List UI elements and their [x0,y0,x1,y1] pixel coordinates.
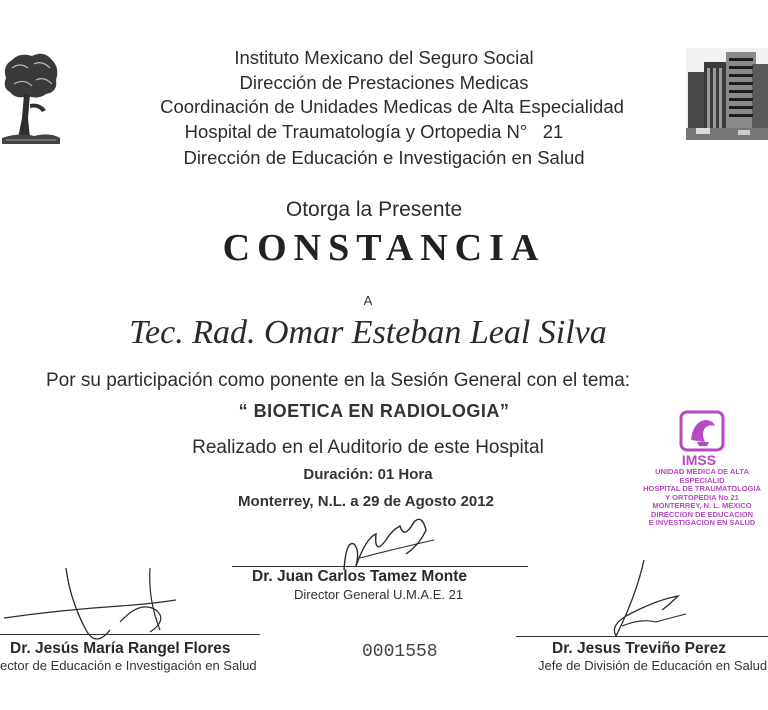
stamp-line: MONTERREY, N. L. MEXICO [652,501,752,510]
left-signature-line [0,634,260,635]
stamp-line: DIRECCION DE EDUCACION [650,509,754,519]
right-signatory-name: Dr. Jesus Treviño Perez [552,640,727,657]
left-signatory-name: Dr. Jesús María Rangel Flores [10,640,231,657]
venue-text: Realizado en el Auditorio de este Hospital [192,437,544,458]
imss-brand: IMSS [681,452,717,468]
header-direction: Dirección de Prestaciones Medicas [239,72,529,93]
stamp-line: E INVESTIGACION EN SALUD [648,518,756,527]
right-signature [596,556,706,646]
stamp-line: Y ORTOPEDIA No 21 [665,492,739,502]
to-letter: A [363,293,373,308]
header-education: Dirección de Educación e Investigación en Salud [183,147,585,168]
imss-eagle-icon [679,410,725,452]
left-signatory-title: ector de Educación e Investigación en Salud [0,658,257,673]
participation-text: Por su participación como ponente en la Sesión General con el tema: [46,370,631,391]
right-signatory-title: Jefe de División de Educación en Salud [538,658,768,673]
place-date-text: Monterrey, N.L. a 29 de Agosto 2012 [238,493,494,510]
right-signature-line [516,636,768,637]
center-signatory-title: Director General U.M.A.E. 21 [294,587,464,602]
serial-number: 0001558 [362,642,438,662]
grants-text: Otorga la Presente [285,198,463,221]
recipient-name: Tec. Rad. Omar Esteban Leal Silva [129,314,607,351]
center-signatory-name: Dr. Juan Carlos Tamez Monte [252,568,468,585]
duration-text: Duración: 01 Hora [303,466,433,483]
header-hospital: Hospital de Traumatología y Ortopedia N° 21 [184,121,564,142]
stamp-line: HOSPITAL DE TRAUMATOLOGIA [643,484,761,493]
topic-text: “ BIOETICA EN RADIOLOGIA” [238,401,510,421]
imss-stamp [636,410,768,528]
header-institute: Instituto Mexicano del Seguro Social [234,47,534,68]
stamp-line: UNIDAD MEDICA DE ALTA ESPECIALID [655,467,749,485]
certificate-title: CONSTANCIA [222,227,546,269]
center-signature-line [232,566,528,567]
header-coordination: Coordinación de Unidades Medicas de Alta Especialidad [160,96,624,117]
